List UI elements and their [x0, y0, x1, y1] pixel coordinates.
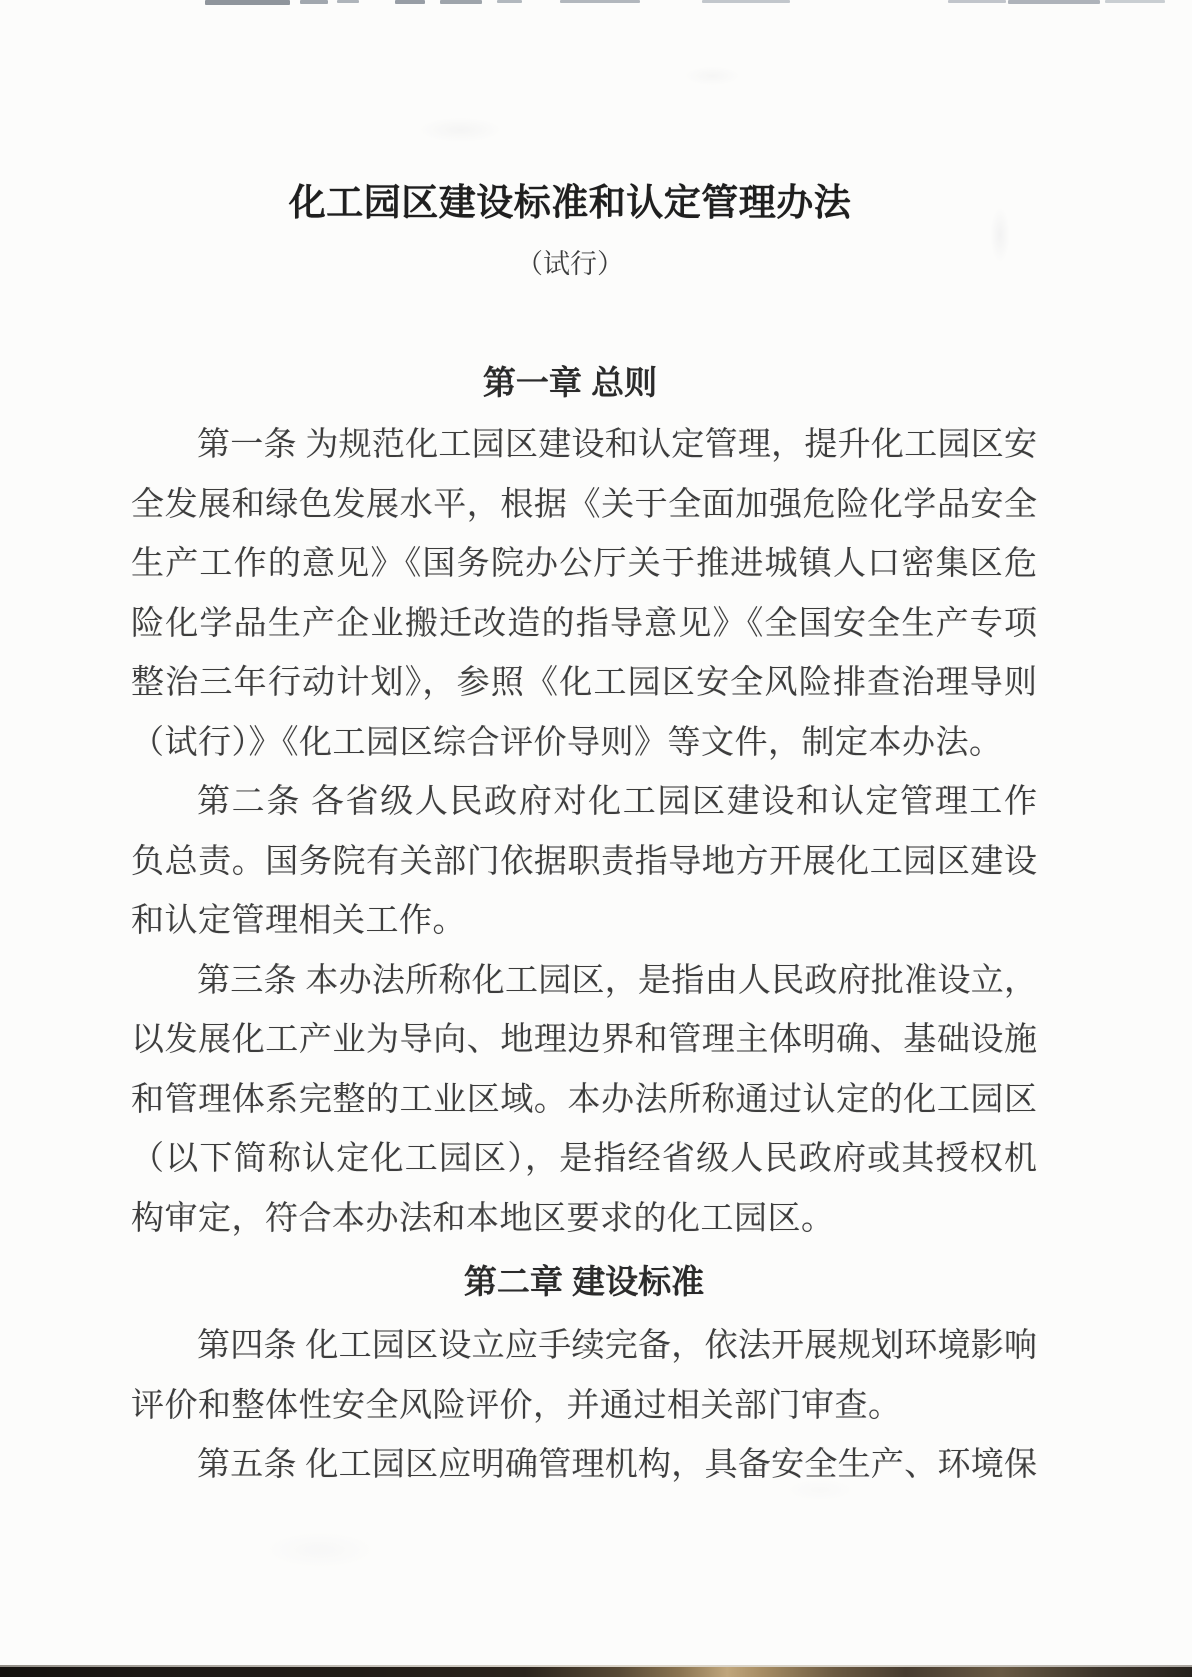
body-line: 第二条 各省级人民政府对化工园区建设和认定管理工作 — [197, 784, 1037, 820]
body-line: 和认定管理相关工作。 — [131, 903, 466, 939]
chapter-2-heading: 第二章 建设标准 — [463, 1263, 705, 1300]
document-subtitle: （试行） — [516, 249, 624, 279]
scan-artifact-dash — [497, 0, 522, 3]
body-line: 第五条 化工园区应明确管理机构，具备安全生产、环境保 — [197, 1447, 1037, 1483]
scan-artifact-dash — [560, 0, 640, 3]
scan-artifact-dash — [1105, 0, 1165, 3]
body-line: （以下简称认定化工园区），是指经省级人民政府或其授权机 — [131, 1141, 1037, 1177]
body-line: 全发展和绿色发展水平，根据《关于全面加强危险化学品安全 — [131, 486, 1037, 523]
scan-artifact-dash — [702, 0, 790, 3]
body-line: 以发展化工产业为导向、地理边界和管理主体明确、基础设施 — [131, 1022, 1037, 1058]
body-line: 第一条 为规范化工园区建设和认定管理，提升化工园区安 — [197, 427, 1037, 463]
body-line: 和管理体系完整的工业区域。本办法所称通过认定的化工园区 — [131, 1081, 1037, 1118]
body-line: （试行）》《化工园区综合评价导则》等文件，制定本办法。 — [131, 724, 1003, 761]
document-body — [131, 416, 1037, 1496]
scan-artifact-dash — [1008, 0, 1100, 4]
scan-artifact-dash — [440, 0, 482, 4]
body-line: 整治三年行动计划》，参照《化工园区安全风险排查治理导则 — [131, 665, 1037, 701]
body-line: 评价和整体性安全风险评价，并通过相关部门审查。 — [131, 1387, 902, 1424]
body-line: 生产工作的意见》《国务院办公厅关于推进城镇人口密集区危 — [131, 546, 1037, 582]
body-line: 险化学品生产企业搬迁改造的指导意见》《全国安全生产专项 — [131, 605, 1037, 642]
top-edge-scan-artifacts — [0, 0, 1192, 8]
body-line: 第四条 化工园区设立应手续完备，依法开展规划环境影响 — [197, 1328, 1037, 1364]
body-line: 构审定，符合本办法和本地区要求的化工园区。 — [131, 1200, 835, 1237]
bottom-edge-scan-band — [0, 1667, 1192, 1677]
scan-artifact-dash — [300, 0, 328, 4]
scan-artifact-dash — [395, 0, 425, 4]
scan-artifact-dash — [948, 0, 1006, 3]
scan-artifact-dash — [337, 0, 359, 3]
body-line: 负总责。国务院有关部门依据职责指导地方开展化工园区建设 — [131, 843, 1037, 880]
body-line: 第三条 本办法所称化工园区，是指由人民政府批准设立， — [197, 962, 1037, 999]
scan-artifact-dash — [205, 0, 290, 5]
document-title: 化工园区建设标准和认定管理办法 — [288, 183, 852, 224]
chapter-1-heading: 第一章 总则 — [482, 364, 658, 401]
